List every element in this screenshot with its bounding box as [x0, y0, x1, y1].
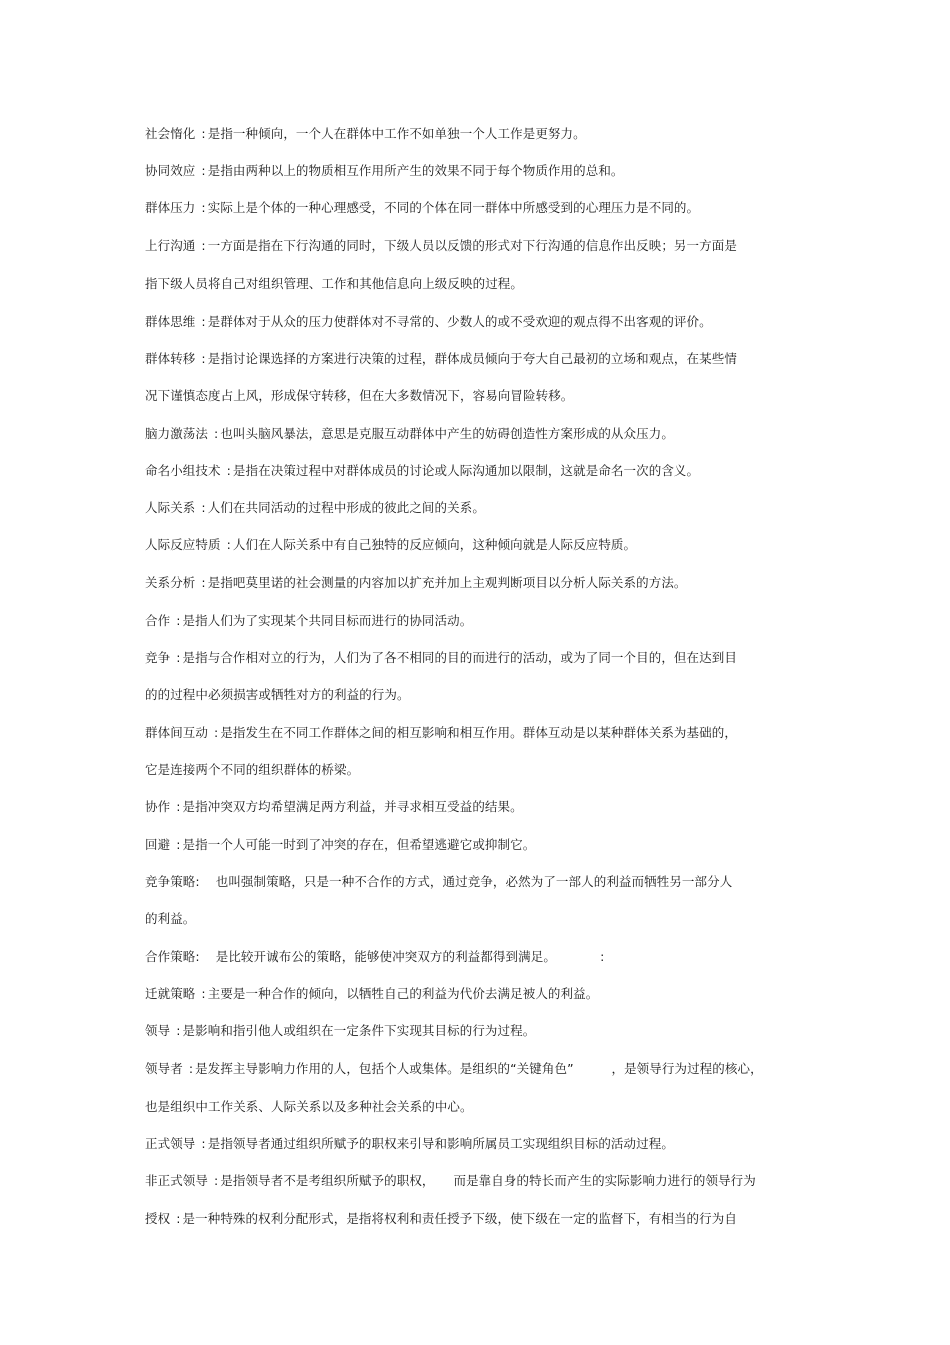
definition-term: 群体压力	[145, 200, 196, 215]
definition-separator: :	[176, 650, 181, 665]
definition-text: 也叫头脑风暴法，意思是克服互动群体中产生的妨碍创造性方案形成的从众压力。	[220, 426, 674, 441]
definition-line	[145, 426, 674, 442]
definition-term: 合作	[145, 613, 171, 628]
definition-line	[145, 314, 712, 330]
definition-separator: :	[176, 799, 181, 814]
definition-line	[145, 799, 523, 815]
definition-separator: :	[176, 1211, 181, 1226]
definition-separator: :	[201, 314, 206, 329]
definition-text: 是指与合作相对立的行为，人们为了各不相同的目的而进行的活动，或为了同一个目的，但在达到目	[182, 650, 737, 665]
definition-separator: :	[201, 1136, 206, 1151]
definition-continuation-line	[145, 687, 410, 703]
definition-term: 群体转移	[145, 351, 196, 366]
definition-term: 人际关系	[145, 500, 196, 515]
definition-text: 实际上是个体的一种心理感受，不同的个体在同一群体中所感受到的心理压力是不同的。	[207, 200, 700, 215]
definition-term: 脑力激荡法	[145, 426, 209, 441]
definition-separator: :	[201, 126, 206, 141]
definition-text: 是影响和指引他人或组织在一定条件下实现其目标的行为过程。	[182, 1023, 536, 1038]
definition-line	[145, 126, 586, 142]
definition-separator: :	[201, 351, 206, 366]
definition-line	[145, 1211, 737, 1227]
definition-line	[145, 1136, 674, 1152]
definition-text: 人们在人际关系中有自己独特的反应倾向，这种倾向就是人际反应特质。	[232, 537, 637, 552]
definition-text: 人们在共同活动的过程中形成的彼此之间的关系。	[207, 500, 485, 515]
definition-term: 命名小组技术	[145, 463, 221, 478]
definition-term: 正式领导	[145, 1136, 196, 1151]
definition-line	[145, 650, 737, 666]
definition-text: 一方面是指在下行沟通的同时，下级人员以反馈的形式对下行沟通的信息作出反映；另一方面是	[207, 238, 737, 253]
definition-continuation-line	[145, 762, 359, 778]
definition-text: 它是连接两个不同的组织群体的桥梁。	[145, 762, 360, 777]
definition-separator: :	[176, 613, 181, 628]
definition-separator: :	[214, 725, 219, 740]
definition-continuation-line	[145, 276, 523, 292]
definition-text: 是发挥主导影响力作用的人，包括个人或集体。是组织的“关键角色” ，是领导行为过程的核心，	[195, 1061, 763, 1076]
definition-text: 是比较开诚布公的策略，能够使冲突双方的利益都得到满足。 :	[215, 949, 605, 964]
definition-line	[145, 575, 687, 591]
definition-line	[145, 725, 737, 741]
definition-line	[145, 463, 699, 479]
definition-text: 是指发生在不同工作群体之间的相互影响和相互作用。群体互动是以某种群体关系为基础的，	[220, 725, 737, 740]
definition-text: 是指吧莫里诺的社会测量的内容加以扩充并加上主观判断项目以分析人际关系的方法。	[207, 575, 687, 590]
definition-separator: :	[226, 463, 231, 478]
definition-line	[145, 949, 604, 965]
definition-separator: :	[201, 163, 206, 178]
definition-term: 迁就策略	[145, 986, 196, 1001]
definition-term: 领导	[145, 1023, 171, 1038]
definition-term: 群体思维	[145, 314, 196, 329]
definition-term: 关系分析	[145, 575, 196, 590]
definition-continuation-line	[145, 1099, 473, 1115]
definition-term: 社会惰化	[145, 126, 196, 141]
definition-term: 人际反应特质	[145, 537, 221, 552]
definition-separator: :	[201, 986, 206, 1001]
definition-line	[145, 200, 699, 216]
definition-text: 况下谨慎态度占上风，形成保守转移，但在大多数情况下，容易向冒险转移。	[145, 388, 574, 403]
definition-line	[145, 986, 598, 1002]
definition-term: 协作	[145, 799, 171, 814]
definition-separator: :	[201, 500, 206, 515]
definition-text: 是指冲突双方均希望满足两方利益，并寻求相互受益的结果。	[182, 799, 523, 814]
definition-term: 竞争策略:	[145, 874, 200, 889]
definition-separator: :	[201, 575, 206, 590]
definition-term: 竞争	[145, 650, 171, 665]
definition-line	[145, 537, 636, 553]
definition-line	[145, 874, 732, 890]
definition-text: 的利益。	[145, 911, 196, 926]
definition-term: 授权	[145, 1211, 171, 1226]
definition-term: 上行沟通	[145, 238, 196, 253]
definition-line	[145, 837, 535, 853]
definition-text: 的的过程中必须损害或牺牲对方的利益的行为。	[145, 687, 410, 702]
definition-text: 是指人们为了实现某个共同目标而进行的协同活动。	[182, 613, 473, 628]
definition-separator: :	[226, 537, 231, 552]
definition-term: 协同效应	[145, 163, 196, 178]
definition-line	[145, 163, 624, 179]
definition-text: 主要是一种合作的倾向，以牺牲自己的利益为代价去满足被人的利益。	[207, 986, 599, 1001]
definition-line	[145, 238, 737, 254]
definition-text: 是群体对于从众的压力使群体对不寻常的、少数人的或不受欢迎的观点得不出客观的评价。	[207, 314, 712, 329]
definition-text: 是指领导者通过组织所赋予的职权来引导和影响所属员工实现组织目标的活动过程。	[207, 1136, 674, 1151]
definition-text: 是一种特殊的权利分配形式，是指将权利和责任授予下级，使下级在一定的监督下，有相当的行为自	[182, 1211, 737, 1226]
definition-separator: :	[188, 1061, 194, 1076]
definition-text: 是指领导者不是考组织所赋予的职权， 而是靠自身的特长而产生的实际影响力进行的领导行为	[220, 1173, 756, 1188]
definition-continuation-line	[145, 388, 573, 404]
definition-term: 回避	[145, 837, 171, 852]
definition-separator: :	[214, 1173, 219, 1188]
definition-line	[145, 500, 485, 516]
definition-text: 是指讨论课选择的方案进行决策的过程，群体成员倾向于夸大自己最初的立场和观点，在某些情	[207, 351, 737, 366]
definition-line	[145, 1173, 756, 1189]
definition-term: 合作策略:	[145, 949, 200, 964]
definition-text: 是指一个人可能一时到了冲突的存在，但希望逃避它或抑制它。	[182, 837, 536, 852]
definition-text: 指下级人员将自己对组织管理、工作和其他信息向上级反映的过程。	[145, 276, 524, 291]
definition-continuation-line	[145, 911, 195, 927]
definition-term: 群体间互动	[145, 725, 209, 740]
definition-line	[145, 613, 472, 629]
definition-separator: :	[176, 1023, 181, 1038]
definition-text: 是指由两种以上的物质相互作用所产生的效果不同于每个物质作用的总和。	[207, 163, 624, 178]
definition-text: 也是组织中工作关系、人际关系以及多种社会关系的中心。	[145, 1099, 473, 1114]
definition-text: 是指一种倾向，一个人在群体中工作不如单独一个人工作是更努力。	[207, 126, 586, 141]
definition-line	[145, 1061, 763, 1077]
definition-term: 领导者	[145, 1061, 183, 1076]
definition-line	[145, 1023, 535, 1039]
definition-separator: :	[214, 426, 219, 441]
definition-text: 也叫强制策略，只是一种不合作的方式，通过竞争，必然为了一部人的利益而牺牲另一部分人	[215, 874, 733, 889]
definition-line	[145, 351, 737, 367]
definition-separator: :	[201, 238, 206, 253]
definition-text: 是指在决策过程中对群体成员的讨论或人际沟通加以限制，这就是命名一次的含义。	[232, 463, 700, 478]
definition-separator: :	[201, 200, 206, 215]
definition-term: 非正式领导	[145, 1173, 209, 1188]
definition-separator: :	[176, 837, 181, 852]
